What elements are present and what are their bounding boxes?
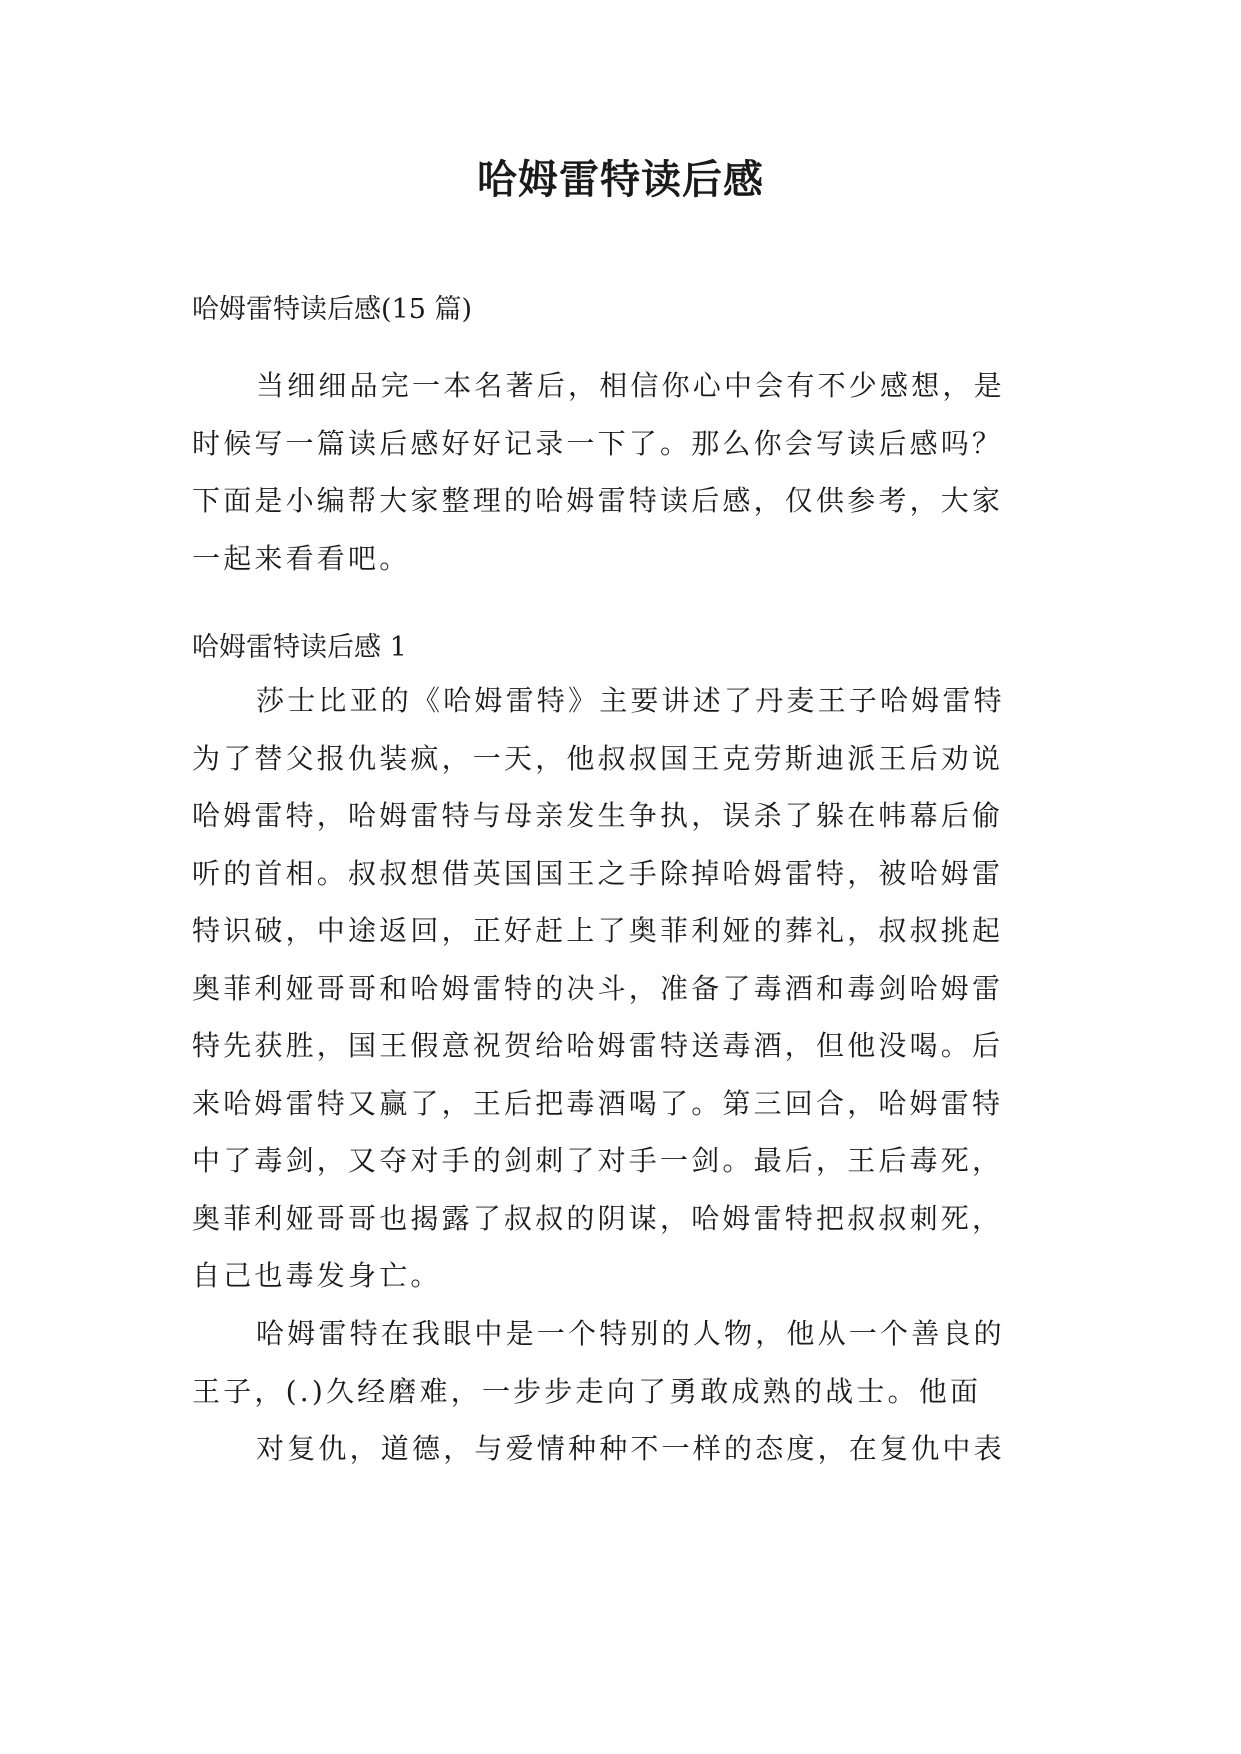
intro-line: 时候写一篇读后感好好记录一下了。那么你会写读后感吗？ xyxy=(192,426,1004,460)
paragraph-line: 来哈姆雷特又赢了，王后把毒酒喝了。第三回合，哈姆雷特 xyxy=(192,1086,1004,1120)
paragraph-line: 哈姆雷特，哈姆雷特与母亲发生争执，误杀了躲在帏幕后偷 xyxy=(192,799,1004,832)
paragraph-line: 莎士比亚的《哈姆雷特》主要讲述了丹麦王子哈姆雷特 xyxy=(256,684,1005,717)
paragraph-line: 自己也毒发身亡。 xyxy=(192,1259,442,1292)
paragraph-line: 王子，(.)久经磨难，一步步走向了勇敢成熟的战士。他面 xyxy=(192,1374,982,1408)
paragraph-2 xyxy=(192,1305,1060,1478)
paragraph-line: 特识破，中途返回，正好赶上了奥菲利娅的葬礼，叔叔挑起 xyxy=(192,914,1004,947)
paragraph-1 xyxy=(192,672,1060,1305)
section-heading: 哈姆雷特读后感 1 xyxy=(192,632,407,663)
paragraph-line: 对复仇，道德，与爱情种种不一样的态度，在复仇中表 xyxy=(256,1432,1005,1465)
paragraph-line: 听的首相。叔叔想借英国国王之手除掉哈姆雷特，被哈姆雷 xyxy=(192,856,1004,890)
paragraph-line: 特先获胜，国王假意祝贺给哈姆雷特送毒酒，但他没喝。后 xyxy=(192,1029,1004,1062)
intro-paragraph xyxy=(192,357,1060,587)
intro-line: 一起来看看吧。 xyxy=(192,541,411,575)
document-title: 哈姆雷特读后感 xyxy=(477,156,764,203)
paragraph-line: 中了毒剑，又夺对手的剑刺了对手一剑。最后，王后毒死， xyxy=(192,1144,1004,1177)
paragraph-line: 为了替父报仇装疯，一天，他叔叔国王克劳斯迪派王后劝说 xyxy=(192,741,1004,775)
intro-line: 下面是小编帮大家整理的哈姆雷特读后感，仅供参考，大家 xyxy=(192,484,1004,517)
document-subtitle: 哈姆雷特读后感(15 篇) xyxy=(192,294,473,325)
paragraph-line: 哈姆雷特在我眼中是一个特别的人物，他从一个善良的 xyxy=(256,1317,1005,1350)
paragraph-line: 奥菲利娅哥哥也揭露了叔叔的阴谋，哈姆雷特把叔叔刺死， xyxy=(192,1201,1004,1235)
intro-line: 当细细品完一本名著后，相信你心中会有不少感想，是 xyxy=(256,369,1005,402)
paragraph-line: 奥菲利娅哥哥和哈姆雷特的决斗，准备了毒酒和毒剑哈姆雷 xyxy=(192,971,1004,1005)
